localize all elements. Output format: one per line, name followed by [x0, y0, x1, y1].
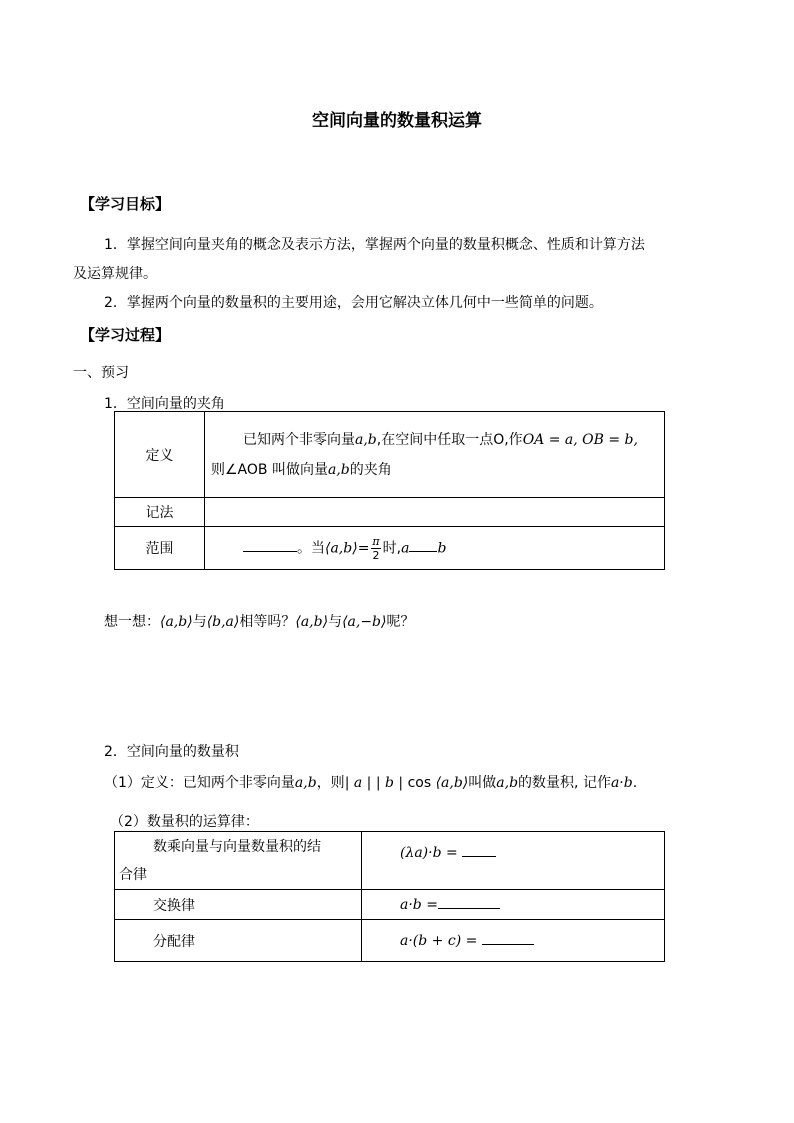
angle-a-neg-b-expr: ⟨a,−b⟩: [342, 614, 387, 630]
commutative-formula-cell: [362, 890, 665, 920]
think-mid-2: 相等吗？: [239, 614, 296, 630]
range-cell: [205, 527, 665, 570]
think-prefix: 想一想：: [104, 614, 160, 630]
vector-a: a: [401, 540, 410, 556]
definition-line-1: [211, 425, 664, 455]
dot-definition: [104, 772, 637, 792]
distributive-blank[interactable]: [482, 932, 534, 945]
angle-a-b-expr-2: ⟨a,b⟩: [295, 614, 329, 630]
goal-item-2: 2．掌握两个向量的数量积的主要用途，会用它解决立体几何中一些简单的问题。: [104, 295, 603, 311]
label-associative: [115, 832, 362, 890]
notation-cell[interactable]: [205, 498, 665, 527]
distributive-formula: a·(b + c) =: [400, 933, 482, 949]
dot-def-a: （1）定义：已知两个非零向量: [104, 775, 295, 791]
think-end: 呢？: [386, 614, 415, 630]
vector-oa-eq-a: OA = a, OB = b,: [522, 431, 638, 448]
angle-row-definition: [115, 412, 665, 498]
relation-blank[interactable]: [409, 539, 437, 552]
definition-line-2: [211, 455, 664, 485]
laws-heading: （2）数量积的运算律：: [110, 814, 259, 830]
think-mid-3: 与: [328, 614, 343, 630]
angle-table: [114, 411, 665, 570]
subsection-angle: 1．空间向量的夹角: [104, 396, 225, 412]
label-associative-line-1: 数乘向量与向量数量积的结: [153, 838, 321, 855]
laws-table: [114, 831, 665, 962]
range-shi: 时,: [382, 540, 402, 556]
process-heading: 【学习过程】: [80, 326, 171, 344]
angle-b-a-expr: ⟨b,a⟩: [206, 614, 240, 630]
pi-numerator: π: [372, 534, 380, 548]
associative-formula-cell: [362, 832, 665, 890]
definition-text-1a: 已知两个非零向量: [243, 431, 355, 448]
angle-a-b-expr: ⟨a,b⟩: [160, 614, 193, 630]
associative-blank[interactable]: [462, 844, 496, 857]
vectors-a-b-2: a,b: [327, 461, 350, 478]
distributive-formula-cell: [362, 920, 665, 962]
think-mid-1: 与: [192, 614, 207, 630]
angle-row-notation: [115, 498, 665, 527]
laws-row-associative: [115, 832, 665, 890]
label-range: 范围: [115, 527, 205, 570]
goals-heading: 【学习目标】: [80, 195, 171, 213]
goal-item-1-line-1: 1．掌握空间向量夹角的概念及表示方法，掌握两个向量的数量积概念、性质和计算方法: [104, 237, 645, 253]
dot-angle-expr: ⟨a,b⟩: [431, 775, 469, 791]
vector-b: b: [437, 540, 447, 556]
pi-denominator: 2: [372, 548, 380, 562]
laws-row-commutative: [115, 890, 665, 920]
commutative-formula: a·b =: [400, 897, 438, 913]
label-distributive: 分配律: [115, 920, 362, 962]
definition-text-2b: 的夹角: [349, 461, 392, 478]
label-associative-line-2: 合律: [119, 866, 147, 883]
vectors-a-b: a,b: [355, 431, 377, 448]
dot-notation: a·b.: [610, 775, 638, 791]
definition-cell: [205, 412, 665, 498]
definition-text-1b: ,在空间中任取一点O,作: [376, 431, 523, 448]
dot-vectors-a-b-2: a,b: [496, 775, 519, 791]
think-question: [104, 611, 414, 631]
associative-formula: (λa)·b =: [400, 845, 463, 861]
subsection-dot-product: 2．空间向量的数量积: [104, 744, 239, 760]
definition-text-2a: 则∠AOB 叫做向量: [211, 461, 328, 478]
section-preview: 一、预习: [73, 365, 129, 381]
label-commutative: 交换律: [115, 890, 362, 920]
dot-def-d: 的数量积, 记作: [518, 775, 611, 791]
pi-over-two: [371, 535, 380, 562]
laws-row-distributive: [115, 920, 665, 962]
range-eq: =: [357, 540, 370, 556]
goal-item-1-line-2: 及运算规律。: [73, 266, 157, 282]
dot-abs-expr: | a | | b |: [344, 775, 408, 791]
page-title: 空间向量的数量积运算: [312, 111, 482, 131]
dot-cos: cos: [407, 775, 432, 791]
range-when: 。当: [297, 540, 325, 556]
angle-a-b: ⟨a,b⟩: [325, 540, 358, 556]
label-definition: 定义: [115, 412, 205, 498]
angle-row-range: [115, 527, 665, 570]
label-notation: 记法: [115, 498, 205, 527]
dot-def-b: ，则: [316, 775, 345, 791]
range-blank[interactable]: [243, 539, 297, 552]
dot-def-c: 叫做: [468, 775, 497, 791]
dot-vectors-a-b: a,b: [294, 775, 317, 791]
commutative-blank[interactable]: [438, 896, 500, 909]
